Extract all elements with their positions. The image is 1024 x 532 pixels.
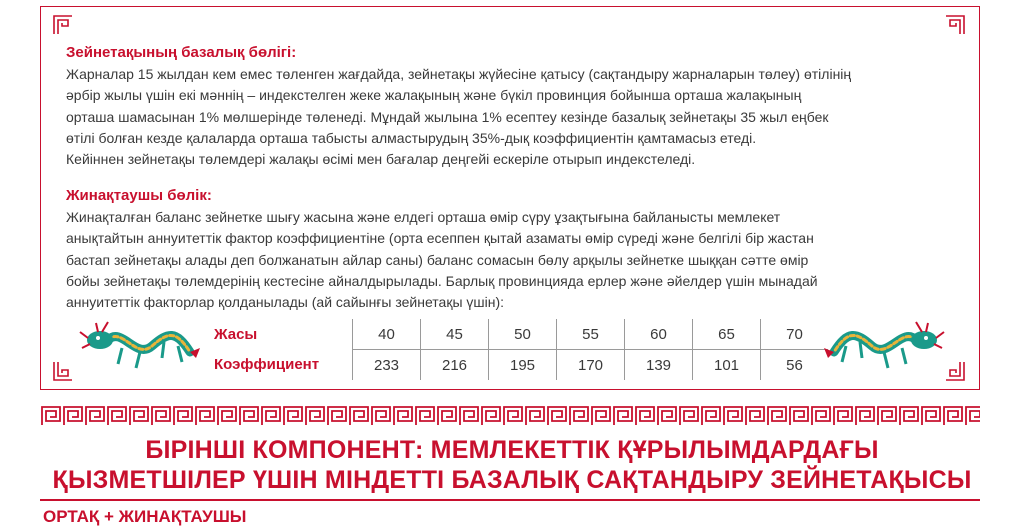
- age-cell: 55: [557, 319, 625, 350]
- paragraph-line: бастап зейнетақы алады деп болжанатын айлар саны) баланс сомасын бөлу арқылы зейнетке шыққан сәтте өмір: [66, 251, 809, 268]
- section-paragraph-basic: [66, 64, 962, 170]
- coefficient-cell: 170: [557, 350, 625, 381]
- page-subtitle: ОРТАҚ + ЖИНАҚТАУШЫ: [43, 507, 247, 526]
- paragraph-line: Жинақталған баланс зейнетке шығу жасына және елдегі орташа өмір сүру ұзақтығына байланысты мемлекет: [66, 209, 781, 225]
- row-label-age: Жасы: [214, 325, 258, 343]
- section-heading-funded: Жинақтаушы бөлік:: [66, 187, 212, 204]
- age-cell: 40: [353, 319, 421, 350]
- row-label-coefficient: Коэффициент: [214, 356, 320, 374]
- coefficient-cell: 101: [693, 350, 761, 381]
- page-title-line-1: БІРІНШІ КОМПОНЕНТ: МЕМЛЕКЕТТІК ҚҰРЫЛЫМДАРДАҒЫ: [145, 436, 879, 464]
- coefficient-cell: 139: [625, 350, 693, 381]
- meander-border-icon: [40, 405, 980, 427]
- paragraph-line: әрбір жылы үшін екі мәннің – индекстелген жеке жалақының және бүкіл провинция бойынша орташа жалақының: [66, 87, 802, 104]
- age-cell: 65: [693, 319, 761, 350]
- divider: [40, 499, 980, 501]
- corner-ornament-icon: [52, 14, 74, 36]
- age-cell: 45: [421, 319, 489, 350]
- paragraph-line: аннуитеттік факторлар қолданылады (ай сайынғы зейнетақы үшін):: [66, 294, 505, 311]
- section-paragraph-funded: [66, 207, 962, 313]
- dragon-icon: [822, 318, 946, 383]
- age-cell: 60: [625, 319, 693, 350]
- annuity-factor-table: [214, 319, 828, 380]
- paragraph-line: өтілі болған кезде қалаларда орташа табысты алмастырудың 35%-дық коэффициентін қамтамасыз етеді.: [66, 129, 757, 146]
- dragon-icon: [78, 318, 202, 383]
- paragraph-line: орташа шамасынан 1% мөлшерінде төленеді. Мұндай жылына 1% есептеу кезінде базалық зейнетақы 35 жыл еңбек: [66, 108, 829, 125]
- corner-ornament-icon: [944, 14, 966, 36]
- table-row: [214, 319, 828, 350]
- corner-ornament-icon: [944, 360, 966, 382]
- table-row: [214, 350, 828, 381]
- paragraph-line: Кейіннен зейнетақы төлемдері жалақы өсімі мен бағалар деңгейі ескеріле отырып индекстеледі.: [66, 151, 696, 168]
- section-heading-basic: Зейнетақының базалық бөлігі:: [66, 44, 297, 61]
- age-cell: 70: [761, 319, 829, 350]
- coefficient-cell: 233: [353, 350, 421, 381]
- age-cell: 50: [489, 319, 557, 350]
- coefficient-cell: 216: [421, 350, 489, 381]
- corner-ornament-icon: [52, 360, 74, 382]
- coefficient-cell: 195: [489, 350, 557, 381]
- paragraph-line: анықтайтын аннуитеттік фактор коэффициентіне (орта есеппен қытай азаматы өмір сүреді және белгілі бір жастан: [66, 230, 814, 247]
- page-title-line-2: ҚЫЗМЕТШІЛЕР ҮШІН МІНДЕТТІ БАЗАЛЫҚ САҚТАНДЫРУ ЗЕЙНЕТАҚЫСЫ: [52, 466, 972, 494]
- coefficient-cell: 56: [761, 350, 829, 381]
- paragraph-line: бойы зейнетақы төлемдерінің кестесіне айналдырылады. Барлық провинцияда ерлер және әйелдер үшін мынадай: [66, 272, 818, 289]
- paragraph-line: Жарналар 15 жылдан кем емес төленген жағдайда, зейнетақы жүйесіне қатысу (сақтандыру жарналарын төлеу) өтілінің: [66, 66, 852, 82]
